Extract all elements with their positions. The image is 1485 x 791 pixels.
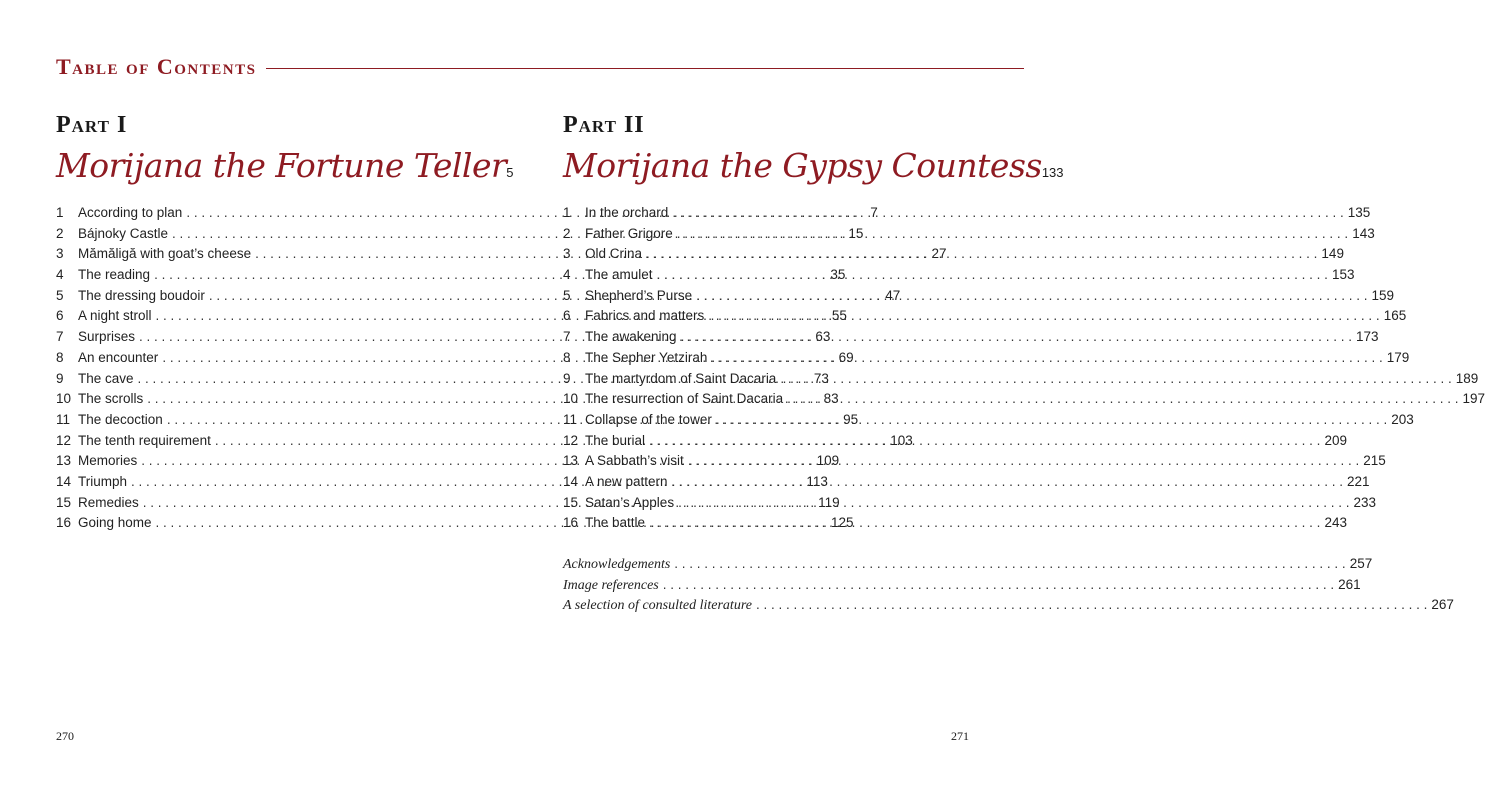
chapter-number: 4: [56, 267, 64, 283]
chapter-title: According to plan: [78, 205, 183, 220]
chapter-title: Acknowledgements: [563, 557, 671, 572]
chapter-title: The amulet: [585, 267, 653, 283]
page-reference: 243: [1324, 515, 1347, 531]
page-reference: 7: [870, 205, 878, 220]
chapter-title: Satan’s Apples: [585, 494, 675, 510]
toc-header: [56, 54, 1024, 80]
chapter-title: The martyrdom of Saint Dacaria: [585, 370, 777, 386]
chapter-number: 5: [56, 287, 64, 303]
chapter-number: 13: [56, 453, 72, 469]
page-reference: 73: [813, 370, 829, 386]
part-1-title-row: [56, 146, 514, 192]
toc-entry[interactable]: [563, 453, 1386, 474]
dot-leader: [674, 556, 1345, 571]
chapter-number: 10: [563, 391, 579, 407]
toc-entry[interactable]: [563, 349, 1410, 371]
part-1-label: Part I: [56, 112, 128, 138]
backmatter-entry[interactable]: [563, 556, 1373, 577]
toc-entry[interactable]: [563, 329, 1379, 350]
dot-leader: [711, 350, 1382, 365]
toc-title: Table of Contents: [56, 54, 257, 79]
chapter-title: A Sabbath’s visit: [585, 453, 684, 469]
toc-entry[interactable]: [563, 473, 1370, 495]
chapter-number: 4: [563, 267, 571, 283]
chapter-title: Old Crina: [585, 246, 643, 262]
chapter-title: The Sepher Yetzirah: [585, 349, 708, 365]
toc-entry[interactable]: [563, 411, 1414, 433]
chapter-title: The resurrection of Saint Dacaria: [585, 391, 784, 407]
backmatter-entry[interactable]: [563, 576, 1361, 598]
chapter-number: 12: [56, 432, 72, 448]
chapter-title: Surprises: [78, 329, 136, 345]
chapter-title: The reading: [78, 267, 151, 283]
backmatter-list: [563, 556, 1454, 618]
dot-leader: [688, 453, 1359, 468]
chapter-title: Image references: [563, 577, 659, 593]
page-reference: 135: [1347, 205, 1371, 220]
page-number-right: 271: [951, 729, 969, 743]
page-reference: 159: [1371, 287, 1394, 303]
chapter-number: 5: [563, 287, 571, 303]
page-reference: 261: [1338, 576, 1361, 592]
chapter-number: 6: [56, 308, 64, 324]
chapter-number: 9: [56, 370, 64, 386]
chapter-number: 10: [56, 391, 72, 407]
chapter-title: The tenth requirement: [78, 432, 211, 448]
toc-entry[interactable]: [563, 370, 1479, 392]
dot-leader: [756, 597, 1427, 612]
dot-leader: [780, 371, 1451, 386]
chapter-number: 7: [56, 329, 64, 345]
page-reference: 113: [806, 473, 828, 489]
chapter-number: 9: [563, 370, 571, 386]
dot-leader: [649, 433, 1320, 448]
toc-entry[interactable]: [563, 391, 1485, 412]
page-reference: 15: [848, 225, 864, 241]
toc-entry[interactable]: [563, 205, 1371, 226]
page-reference: 215: [1363, 453, 1386, 469]
part-2-page: 133: [1041, 165, 1064, 180]
page-reference: 173: [1355, 329, 1379, 345]
page-reference: 165: [1383, 308, 1407, 324]
chapter-title: A new pattern: [585, 473, 668, 489]
dot-leader: [649, 515, 1320, 530]
chapter-number: 8: [563, 349, 571, 365]
page-reference: 27: [931, 246, 947, 262]
dot-leader: [681, 329, 1352, 344]
chapter-title: The battle: [585, 515, 646, 531]
chapter-number: 12: [563, 432, 579, 448]
chapter-number: 2: [56, 225, 64, 241]
page-reference: 125: [830, 515, 854, 531]
dot-leader: [672, 205, 1343, 220]
dot-leader: [663, 577, 1334, 592]
page-reference: 69: [838, 349, 854, 365]
chapter-number: 11: [563, 411, 578, 427]
toc-entry[interactable]: [563, 494, 1376, 516]
chapter-number: 15: [563, 494, 579, 510]
page-reference: 233: [1353, 494, 1376, 510]
page-reference: 179: [1386, 349, 1410, 365]
page-reference: 143: [1352, 225, 1375, 241]
toc-entry[interactable]: [563, 287, 1394, 309]
chapter-title: The burial: [585, 432, 646, 448]
page-reference: 203: [1391, 411, 1414, 427]
toc-entry[interactable]: [563, 225, 1375, 247]
dot-leader: [678, 495, 1349, 510]
page-reference: 197: [1462, 391, 1485, 407]
page-reference: 189: [1455, 370, 1479, 386]
part-2-title-row: [563, 146, 1064, 192]
chapter-number: 2: [563, 225, 571, 241]
chapter-number: 3: [56, 246, 64, 262]
part-1-page: 5: [506, 165, 514, 180]
dot-leader: [677, 226, 1348, 241]
chapter-number: 14: [563, 473, 579, 489]
chapter-title: A night stroll: [78, 308, 152, 324]
chapter-number: 16: [563, 515, 579, 531]
page-reference: 119: [818, 494, 840, 510]
chapter-title: Collapse of the tower: [585, 411, 712, 427]
page-reference: 63: [815, 329, 831, 345]
toc-entry[interactable]: [563, 432, 1347, 454]
page-reference: 95: [843, 411, 859, 427]
part-2-label: Part II: [563, 112, 645, 138]
chapter-number: 11: [56, 411, 71, 427]
page-reference: 109: [816, 453, 840, 469]
page-reference: 209: [1324, 432, 1347, 448]
chapter-title: The awakening: [585, 329, 677, 345]
chapter-title: In the orchard: [585, 205, 669, 220]
part-2-title: Morijana the Gypsy Countess: [563, 146, 1042, 185]
right-page-column: [563, 110, 1485, 618]
chapter-title: A selection of consulted literature: [563, 598, 752, 614]
chapter-number: 3: [563, 246, 571, 262]
dot-leader: [672, 474, 1343, 489]
chapter-number: 13: [563, 453, 579, 469]
chapter-number: 1: [563, 205, 571, 220]
chapter-title: Memories: [78, 453, 138, 469]
toc-entry[interactable]: [563, 308, 1407, 329]
chapter-title: Triumph: [78, 473, 128, 489]
page-reference: 267: [1431, 597, 1454, 613]
dot-leader: [696, 288, 1367, 303]
chapter-title: The cave: [78, 370, 134, 386]
dot-leader: [646, 246, 1317, 261]
page-number-left: 270: [56, 729, 74, 743]
chapter-number: 6: [563, 308, 571, 324]
dot-leader: [716, 412, 1387, 427]
chapter-title: Fabrics and matters: [585, 308, 705, 324]
chapter-title: Shepherd’s Purse: [585, 287, 693, 303]
chapter-title: Bájnoky Castle: [78, 225, 169, 241]
backmatter-entry[interactable]: [563, 597, 1454, 618]
chapter-title: Mămăligă with goat’s cheese: [78, 246, 252, 262]
page-reference: 35: [830, 267, 846, 283]
page-reference: 221: [1346, 473, 1370, 489]
page-reference: 83: [823, 391, 839, 407]
dot-leader: [657, 267, 1328, 282]
chapter-title: Father Grigore: [585, 225, 673, 241]
chapter-number: 1: [56, 205, 64, 220]
dot-leader: [787, 391, 1458, 406]
dot-leader: [708, 308, 1379, 323]
chapter-title: An encounter: [78, 349, 159, 365]
page-reference: 257: [1349, 556, 1373, 571]
chapter-number: 8: [56, 349, 64, 365]
page-reference: 103: [890, 432, 913, 448]
page-reference: 153: [1331, 267, 1355, 283]
part-1-title: Morijana the Fortune Teller: [56, 146, 507, 185]
chapter-title: The scrolls: [78, 391, 144, 407]
chapter-number: 15: [56, 494, 72, 510]
chapter-title: Remedies: [78, 494, 139, 510]
header-rule: [266, 68, 1024, 69]
toc-entry[interactable]: [563, 246, 1344, 267]
page-reference: 149: [1321, 246, 1344, 262]
toc-entry[interactable]: [563, 515, 1347, 536]
toc-entry[interactable]: [563, 267, 1355, 288]
part-2-entry-list: [563, 205, 1485, 536]
chapter-title: The decoction: [78, 411, 163, 427]
chapter-number: 14: [56, 473, 72, 489]
page-reference: 55: [831, 308, 847, 324]
chapter-title: The dressing boudoir: [78, 287, 205, 303]
chapter-number: 7: [563, 329, 571, 345]
chapter-title: Going home: [78, 515, 152, 531]
chapter-number: 16: [56, 515, 72, 531]
page-reference: 47: [885, 287, 901, 303]
